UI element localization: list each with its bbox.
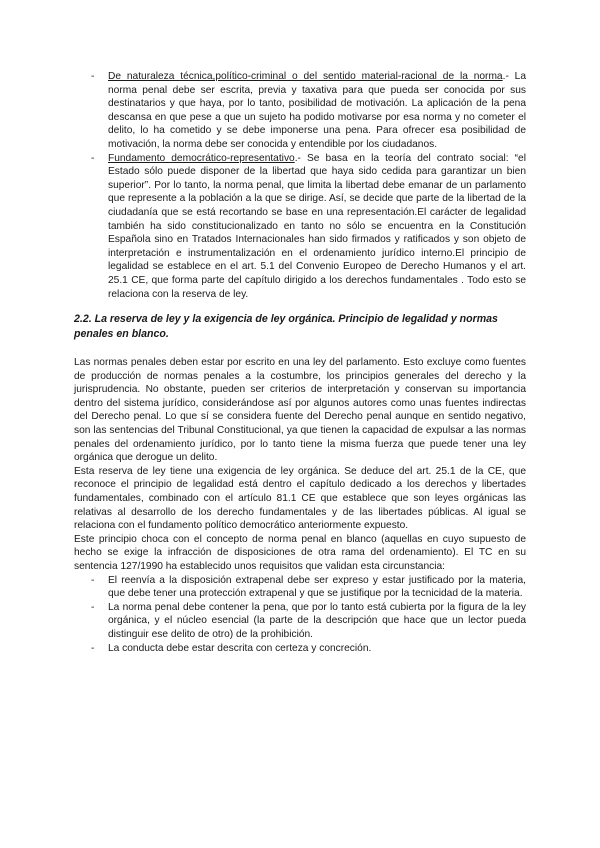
list-item-text <box>108 70 526 152</box>
bullet-dash: - <box>91 601 95 613</box>
list-item <box>74 574 526 601</box>
list-item-text: El reenvía a la disposición extrapenal debe ser expreso y estar justificado por la materia, que debe tener una protección extrapenal y que se justifique por la tecnicidad de la materia. <box>108 574 526 600</box>
bullet-dash: - <box>91 574 95 586</box>
list-item <box>74 601 526 642</box>
paragraph: Este principio choca con el concepto de norma penal en blanco (aquellas en cuyo supuesto de hecho se exige la infracción de disposiciones de otra rama del ordenamiento). El TC en su sentencia 127/1990 ha establecido unos requisitos que validan esta circunstancia: <box>74 533 526 572</box>
item-title-underlined: Fundamento democrático-representativo <box>108 152 295 164</box>
bullet-dash: - <box>91 642 95 654</box>
bullet-dash: - <box>91 152 95 164</box>
list-item <box>74 152 526 302</box>
intro-bullet-list <box>74 70 526 301</box>
bullet-dash: - <box>91 71 95 82</box>
requirements-list <box>74 574 526 656</box>
list-item <box>74 642 526 656</box>
list-item-text: La norma penal debe contener la pena, que por lo tanto está cubierta por la figura de la ley orgánica, y el núcleo esencial (la parte de la descripción que hace que un lector pueda distinguir ese delito de otro) de la prohibición. <box>108 601 526 640</box>
item-title-underlined: De naturaleza técnica,político-criminal o del sentido material-racional de la norma <box>108 71 503 82</box>
paragraph: Las normas penales deben estar por escrito en una ley del parlamento. Esto excluye como fuentes de producción de normas penales a la costumbre, los principios generales del derecho y la jurisprudencia. No obstante, pueden ser criterios de interpretación y conservan su importancia dentro del sistema jurídico, considerándose así por algunos autores como unas fuentes indirectas del Derecho penal. Lo que sí se considera fuente del Derecho penal aunque en sentido negativo, son las sentencias del Tribunal Constitucional, ya que tienen la capacidad de expulsar a las normas penales del ordenamiento jurídico, por lo tanto tiene la misma fuerza que puede tener una ley orgánica que derogue un delito. <box>74 357 526 464</box>
list-item <box>74 70 526 152</box>
list-item-text: La conducta debe estar descrita con certeza y concreción. <box>108 642 372 654</box>
list-item-text <box>108 152 526 302</box>
paragraph: Esta reserva de ley tiene una exigencia de ley orgánica. Se deduce del art. 25.1 de la CE, que reconoce el principio de legalidad está dentro el capítulo dedicado a los derechos y libertades fundamentales, combinado con el artículo 81.1 CE que establece que son leyes orgánicas las relativas al desarrollo de los derecho fundamentales y de las libertades públicas. Al igual se relaciona con el fundamento político democrático anteriormente expuesto. <box>74 465 526 532</box>
section-heading: 2.2. La reserva de ley y la exigencia de ley orgánica. Principio de legalidad y normas penales en blanco. <box>74 313 498 341</box>
item-body: .- Se basa en la teoría del contrato social: “el Estado sólo puede disponer de la libertad que haya sido cedida para garantizar un bien superior”. Por lo tanto, la norma penal, que limita la libertad debe emanar de un parlamento que represente a la población a la que se dirige. Así, se decide que parte de la libertad de la ciudadanía que se está recortando se base en una representación.El carácter de legalidad también ha sido constitucionalizado en tanto no sólo se encuentra en la Constitución Española sino en Tratados Internacionales han sido firmados y ratificados y son objeto de interpretación e instrumentalización en el ordenamiento jurídico interno.El principio de legalidad se establece en el art. 5.1 del Convenio Europeo de Derecho Humanos y el art. 25.1 CE, que forma parte del capítulo dirigido a los derechos fundamentales . Todo esto se relaciona con la reserva de ley. <box>108 152 526 300</box>
item-body: .- La norma penal debe ser escrita, previa y taxativa para que pueda ser conocida por sus destinatarios y que haya, por lo tanto, posibilidad de motivación. La aplicación de la pena descansa en que pese a que un sujeto ha podido motivarse por esa norma y no cometer el delito, lo ha cometido y se debe imponerse una pena. Para ofrecer esa posibilidad de motivación, la norma debe ser conocida y entendible por los ciudadanos. <box>108 71 527 150</box>
